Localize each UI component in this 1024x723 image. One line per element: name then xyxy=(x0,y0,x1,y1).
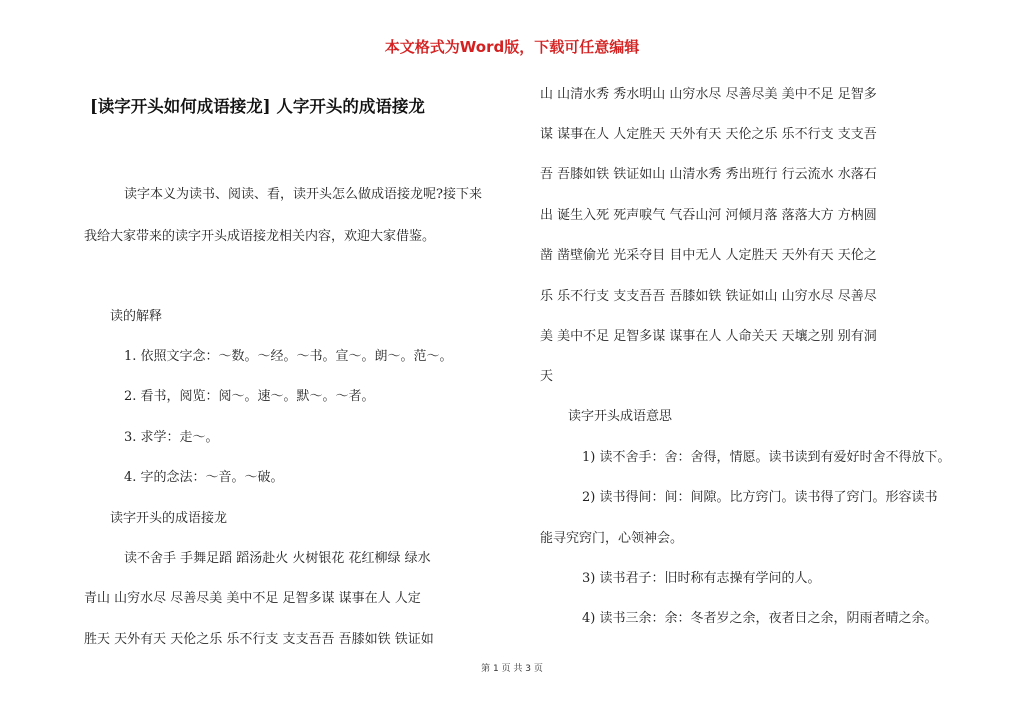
section-heading-chain: 读字开头的成语接龙 xyxy=(110,511,228,526)
intro-line-1: 读字本义为读书、阅读、看，读开头怎么做成语接龙呢?接下来 xyxy=(124,187,482,202)
definition-item-3: 3. 求学：走～。 xyxy=(124,430,219,445)
chain-line-6: 吾 吾膝如铁 铁证如山 山清水秀 秀出班行 行云流水 水落石 xyxy=(540,167,877,182)
page-number-footer: 第 1 页 共 3 页 xyxy=(481,664,543,674)
definition-item-1: 1. 依照文字念：～数。～经。～书。宣～。朗～。范～。 xyxy=(124,349,453,364)
chain-line-9: 乐 乐不行支 支支吾吾 吾膝如铁 铁证如山 山穷水尽 尽善尽 xyxy=(540,289,877,304)
document-title: [读字开头如何成语接龙] 人字开头的成语接龙 xyxy=(90,97,425,116)
chain-line-1: 读不舍手 手舞足蹈 蹈汤赴火 火树银花 花红柳绿 绿水 xyxy=(124,551,431,566)
meaning-item-2: 2) 读书得间：间：间隙。比方窍门。读书得了窍门。形容读书 xyxy=(582,490,938,505)
chain-line-5: 谋 谋事在人 人定胜天 天外有天 天伦之乐 乐不行支 支支吾 xyxy=(540,127,877,142)
meaning-item-2-cont: 能寻究窍门，心领神会。 xyxy=(540,531,684,546)
chain-line-10: 美 美中不足 足智多谋 谋事在人 人命关天 天壤之别 别有洞 xyxy=(540,329,877,344)
meaning-item-1: 1) 读不舍手：舍：舍得，情愿。读书读到有爱好时舍不得放下。 xyxy=(582,450,951,465)
chain-line-8: 凿 凿壁偷光 光采夺目 目中无人 人定胜天 天外有天 天伦之 xyxy=(540,248,877,263)
section-heading-meanings: 读字开头成语意思 xyxy=(568,409,673,424)
meaning-item-4: 4) 读书三余：余：冬者岁之余，夜者日之余，阴雨者晴之余。 xyxy=(582,611,938,626)
meaning-item-3: 3) 读书君子：旧时称有志操有学问的人。 xyxy=(582,571,821,586)
intro-line-2: 我给大家带来的读字开头成语接龙相关内容，欢迎大家借鉴。 xyxy=(84,229,436,244)
chain-line-4: 山 山清水秀 秀水明山 山穷水尽 尽善尽美 美中不足 足智多 xyxy=(540,87,877,102)
chain-line-3: 胜天 天外有天 天伦之乐 乐不行支 支支吾吾 吾膝如铁 铁证如 xyxy=(84,632,434,647)
section-heading-definition: 读的解释 xyxy=(110,309,163,324)
definition-item-2: 2. 看书，阅览：阅～。速～。默～。～者。 xyxy=(124,389,375,404)
definition-item-4: 4. 字的念法：～音。～破。 xyxy=(124,470,284,485)
word-format-banner: 本文格式为Word版，下载可任意编辑 xyxy=(384,38,640,56)
chain-line-11: 天 xyxy=(540,369,554,384)
chain-line-2: 青山 山穷水尽 尽善尽美 美中不足 足智多谋 谋事在人 人定 xyxy=(84,591,421,606)
chain-line-7: 出 诞生入死 死声唳气 气吞山河 河倾月落 落落大方 方枘圆 xyxy=(540,208,877,223)
